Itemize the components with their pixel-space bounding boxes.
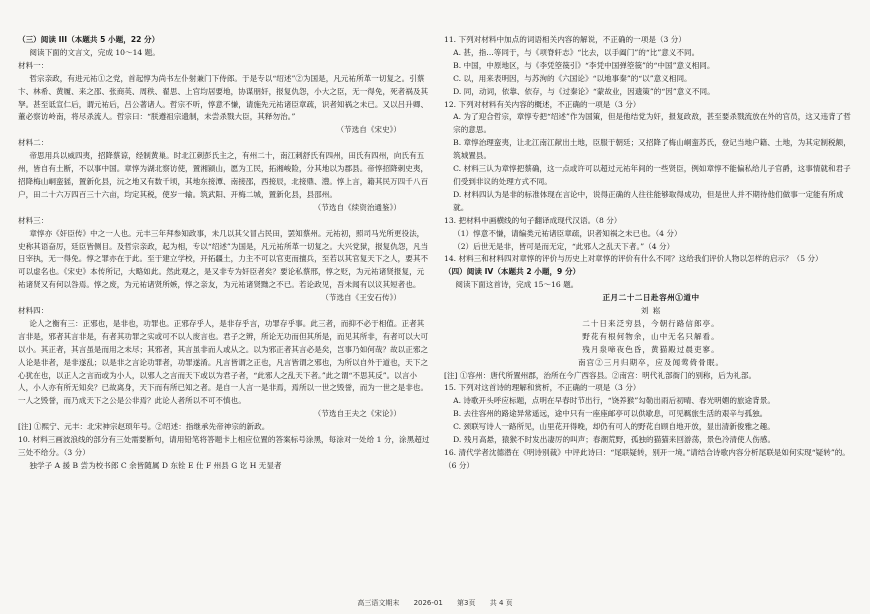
footer-total: 共 4 页 bbox=[489, 599, 513, 607]
question-11-option-d: D. 同，动词，依靠、依存，与《过秦论》“蒙故业，因遗策”的“因”意义不同。 bbox=[453, 86, 715, 96]
question-10: 10. 材料三画波浪线的部分有三处需要断句，请用铅笔将答题卡上相应位置的答案标号涂黑，每涂对一处给 1 分，涂黑超过三处不给分。（3 分） bbox=[18, 435, 430, 457]
question-11-option-a: A. 甚，指…等同于，与《项脊轩志》“比去，以手阖门”的“比”意义不同。 bbox=[453, 47, 700, 57]
poem-author: 刘 崧 bbox=[640, 306, 662, 316]
material-4-label: 材料四： bbox=[18, 306, 49, 316]
poem-line-3: 残月泉啼夜色昏，黄猫殿过晨吏寥。 bbox=[582, 344, 720, 354]
right-column bbox=[444, 34, 858, 473]
page-footer bbox=[0, 598, 870, 608]
question-15-option-a: A. 诗歌开头呼应标题，点明在早春时节出行，“饶养猴”勾勒出雨后初晴、春光明媚的旅途背景。 bbox=[453, 396, 775, 406]
note-right: [注] ①容州：唐代所置州郡，治所在今广西容县。②南宫：明代礼部衙门的别称，后为礼部。 bbox=[444, 370, 757, 380]
question-14: 14. 材料三和材料四对章惇的评价与历史上对章惇的评价有什么不同？这给我们评价人物以怎样的启示？（5 分） bbox=[444, 254, 823, 264]
footer-date: 2026-01 bbox=[413, 599, 443, 607]
question-11: 11. 下列对材料中加点的词语相关内容的解说，不正确的一项是（3 分） bbox=[444, 35, 686, 44]
material-2-source: （节选自《续资治通鉴》） bbox=[313, 202, 401, 212]
instruction-15-16: 阅读下面这首诗，完成 15～16 题。 bbox=[455, 280, 579, 290]
material-1-label: 材料一： bbox=[18, 60, 49, 70]
material-3-label: 材料三： bbox=[18, 215, 49, 225]
question-12-option-d: D. 材料四认为是非的标准体现在言论中，说得正确的人往往能够取得成功，但是世人并不期待他们做事一定能有所成就。 bbox=[453, 189, 844, 212]
section-title-reading-4: （四）阅读 IV（本题共 2 小题，9 分） bbox=[444, 267, 581, 277]
question-13-part-1: （1）惇意不慊，请编类元祐诸臣章疏，识者知祸之未已也。（4 分） bbox=[453, 228, 682, 238]
material-4-source: （节选自王夫之《宋论》） bbox=[313, 409, 401, 419]
material-2-text: 帝思用兵以威四夷，招降蔡谅，经制黄巢。时北江刺彭氏主之，有州二十，南江刺舒氏有四州，田氏有四州，向氏有五州，皆自有土断，不以事中国。章惇为湖北察访使，置湘颍山，愿为工民，拓湘峻险，分其地以为郡县。帝惇招降刺史夷，招降梅山峒蛮猺，置新化县，沅之地又有数千顷，其地东接潭、南接邵，西接辰，北接鼎、澧。惇上言，籍其民万四千八百户，田二十六万四百三十六亩，均定其税，使岁一输。筑武阳、开梅二城，置新化县，县邵州。 bbox=[18, 151, 429, 199]
section-title-reading-3: （三）阅读 III（本题共 5 小题，22 分） bbox=[18, 35, 160, 44]
material-1-source: （节选自《宋史》） bbox=[336, 125, 401, 135]
question-13: 13. 把材料中画横线的句子翻译成现代汉语。（8 分） bbox=[444, 215, 622, 225]
footer-page: 第3页 bbox=[457, 599, 476, 607]
question-16: 16. 清代学者沈德潜在《明诗别裁》中评此诗曰：“尾联疑转，别开一境。”请结合诗歌内容分析尾联是如何实现“疑转”的。（6 分） bbox=[444, 448, 850, 470]
question-11-option-b: B. 中国，中原地区，与《李凭箜篌引》“李凭中国弹箜篌”的“中国”意义相同。 bbox=[453, 60, 715, 70]
question-13-part-2: （2）后世无是非，皆可是而无定，“此邪人之乱天下者。”（4 分） bbox=[453, 241, 675, 251]
question-11-option-c: C. 以，用来表明因，与苏洵的《六国论》“以地事秦”的“以”意义相同。 bbox=[453, 73, 692, 83]
instruction-10-14: 阅读下面的文言文，完成 10～14 题。 bbox=[29, 47, 160, 57]
question-12-option-c: C. 材料三认为章惇把蔡确，这一点或许可以超过元祐年间的一些贤臣，例如章惇不能偏私给儿子官爵，这事情就和君子们受到非议的处理方式不同。 bbox=[453, 164, 851, 186]
footer-subject: 高三语文期末 bbox=[357, 599, 400, 607]
material-3-source: （节选自《王安石传》） bbox=[321, 293, 401, 303]
question-15-option-b: B. 去往容州的路途异常遥远，途中只有一座座邮亭可以供歇息，可见羁旅生活的艰辛与孤独。 bbox=[453, 409, 768, 419]
question-10-options: 独学子 A 援 B 尝为校书郎 C 余皆随属 D 东铨 E 仕 F 州县 G 讫 H 无显者 bbox=[29, 460, 282, 470]
material-1-text: 哲宗亲政，有进元祐①之党，首起惇为尚书左仆射兼门下侍郎。于是专以“绍述”②为国是，凡元祐所革一切复之。引蔡卞、林希、黄履、来之邵、张商英、周秩、翟思、上官均居要地，协谋朋奸，报复仇怨，小大之臣，无一得免，死者祸及其孥。甚至诋宣仁后，谓元祐后，吕公著诸人。哲宗不听，惇意不慊，请施先元祐诸臣章疏，识者知祸之未已。又以吕升卿、董必察访岭南，将尽杀流人。哲宗曰：“朕遵祖宗遗制，未尝杀戮大臣，其释勿治。” bbox=[18, 73, 429, 122]
note-left: [注] ①熙宁、元丰：北宋神宗赵顼年号。②绍述：指继承先帝神宗的新政。 bbox=[18, 422, 270, 432]
question-12: 12. 下列对材料有关内容的概述，不正确的一项是（3 分） bbox=[444, 99, 641, 109]
question-15-option-d: D. 残月高悬，猿猴不时发出凄厉的叫声；春潮荒野，孤独的猫猫来回游荡，景色冷清使人伤感。 bbox=[453, 435, 776, 445]
poem-title: 正月二十二日赴容州①道中 bbox=[602, 293, 700, 303]
question-15: 15. 下列对这首诗的理解和赏析，不正确的一项是（3 分） bbox=[444, 383, 641, 393]
material-3-text: 章惇亦《奸臣传》中之一人也。元丰三年拜参知政事，未几以其父冒占民田，罢知蔡州。元祐初，照司马光所更役法，史称其语奋厉，廷臣皆侧目。及哲宗亲政，起为相，专以“绍述”为国是，凡元祐所革一切复之。大兴党狱，报复仇怨，凡当日宰执，无一得免。惇之罪亦在于此。至于建立学校，开拓疆土，力主不可以官吏而擅兵，至若以其官复天下之人，要其不可以虚名也。《宋史》本传所记，大略如此。然此观之，是又非专为奸臣者矣？要论私蔡邢，惇之贬，为元祐诸贤报复，元祐诸贤又有何以咎焉。惇之废，为元祐诸贤所嫉，惇之亲友，为元祐诸贤黜之不已。若论政见，吾未闻有以议其短者也。 bbox=[18, 228, 429, 290]
question-12-option-b: B. 章惇治理蛮夷，让北江南江献出土地，臣服于朝廷；又招降了梅山峒蛮苏氏，登记当地户籍、土地，为其定制税额，筑城置县。 bbox=[453, 138, 851, 161]
question-12-option-a: A. 为了迎合哲宗，章惇专把“绍述”作为国策，但是他结党为奸，报复政敌，甚至要杀戮流放在外的官员，这又违背了哲宗的意思。 bbox=[453, 112, 851, 135]
question-15-option-c: C. 颈联写诗人一路所见，山里花开得晚，却仍有可人的野花自顾自地开放，显出清新俊雅之趣。 bbox=[453, 422, 775, 432]
poem-line-1: 二十日来泛穷县，今朝行路信郎亭。 bbox=[582, 318, 720, 328]
poem-line-4: 南宫②三月归期卒，应及闻莺倚骨眠。 bbox=[577, 357, 725, 367]
material-2-label: 材料二： bbox=[18, 138, 49, 148]
left-column bbox=[18, 34, 431, 473]
material-4-text: 论人之衡有三：正邪也，是非也，功罪也。正邪存乎人，是非存乎言，功罪存乎事。此三者，而抑不必于相值。正者其言非是，邪者其言非是，有者其功罪之实或可不以人废言也。君子之辨，所论无功而但其所是，而见其所非，有者可以大可以小。其正者，其言虽是而用之未尽；其邪者，其言虽非而人或从之。以为邪正者其言必是矣，岂事乃如何哉？故以正邪之人论是非者，是非遂乱；以是非之言论功罪者，功罪遂淆。凡言皆谓之正也，凡言皆谓之邪也，为所以自外于道也，天下之心犹在也，以正人之言而或为小人，以邪人之言而天下或以为君子者，“此邪人之乱天下者。”此之谓“不思其反”。以言小人，小人亦有所无知矣？已故离身，天下而有所已知之者。是自一人言一是非焉，焉所以一世之毁誉，而为一世之是非也。一人之毁誉，而乃成天下之公是公非焉？此论人者所以不可不慎也。 bbox=[18, 318, 429, 406]
poem-line-2: 野花有根何物余，山中无名只解看。 bbox=[582, 331, 720, 341]
